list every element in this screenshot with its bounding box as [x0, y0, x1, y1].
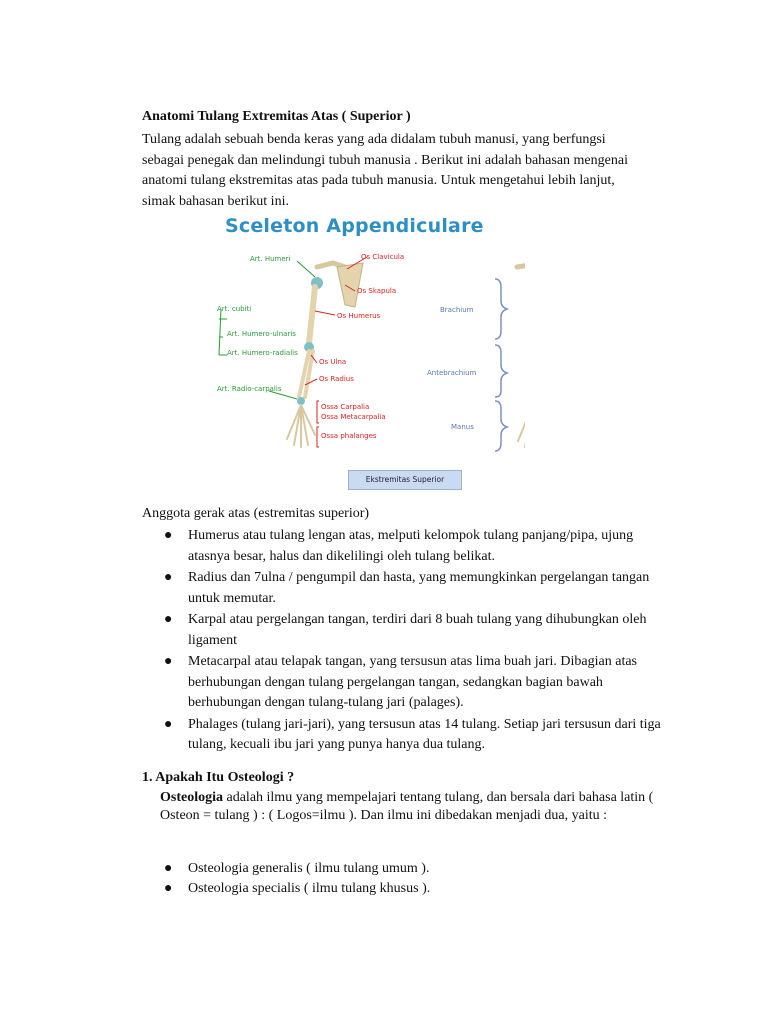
section-heading: 1. Apakah Itu Osteologi ? [142, 770, 295, 785]
list-item [142, 568, 672, 609]
list-item [142, 652, 672, 714]
list-item [142, 610, 672, 651]
label-antebrachium: Antebrachium [427, 369, 477, 377]
list-item-text: Osteologia generalis ( ilmu tulang umum ). [188, 861, 430, 876]
bullet-icon: ● [164, 654, 173, 669]
figure-title: Sceleton Appendiculare [225, 215, 484, 237]
document-title: Anatomi Tulang Extremitas Atas ( Superior ) [142, 109, 411, 124]
label-manus: Manus [451, 423, 474, 431]
list-item-text: Phalages (tulang jari-jari), yang tersusun atas 14 tulang. Setiap jari tersusun dari tiga tulang, kecuali ibu jari yang punya hanya dua tulang. [188, 716, 661, 752]
label-ossa-phalanges: Ossa phalanges [321, 432, 377, 440]
label-art-humeri: Art. Humeri [250, 255, 291, 263]
label-os-ulna: Os Ulna [319, 358, 347, 366]
right-arm-bones [517, 263, 525, 449]
bullet-icon: ● [164, 570, 173, 585]
list-item [142, 879, 662, 899]
bullet-icon: ● [164, 861, 173, 876]
skeleton-figure [205, 215, 525, 493]
label-brachium: Brachium [440, 306, 474, 314]
bullet-icon: ● [164, 612, 173, 627]
section-definition: adalah ilmu yang mempelajari tentang tulang, dan bersala dari bahasa latin ( Osteon = tulang ) : ( Logos=ilmu ). Dan ilmu ini dibedakan menjadi dua, yaitu : [160, 790, 654, 823]
osteology-types-list [142, 859, 662, 899]
list-item [142, 859, 662, 879]
list-item-text: Radius dan 7ulna / pengumpil dan hasta, yang memungkinkan pergelangan tangan untuk memutar. [188, 570, 650, 606]
label-art-humero-radialis: Art. Humero-radialis [227, 349, 298, 357]
section-paragraph [160, 789, 660, 825]
label-os-skapula: Os Skapula [357, 287, 397, 295]
list-item [142, 526, 672, 567]
label-art-humero-ulnaris: Art. Humero-ulnaris [227, 330, 296, 338]
label-os-humerus: Os Humerus [337, 312, 381, 320]
label-ossa-carpalia: Ossa Carpalia [321, 403, 370, 411]
list-item-text: Humerus atau tulang lengan atas, melputi kelompok tulang panjang/pipa, ujung atasnya besar, halus dan dikelilingi oleh tulang belikat. [188, 528, 634, 564]
bullet-icon: ● [164, 881, 173, 896]
limbs-list [142, 526, 672, 757]
label-art-cubiti: Art. cubiti [217, 305, 252, 313]
limbs-intro: Anggota gerak atas (estremitas superior) [142, 506, 370, 521]
label-art-radio-carpalis: Art. Radio-carpalis [217, 385, 282, 393]
label-os-radius: Os Radius [319, 375, 354, 383]
intro-paragraph: Tulang adalah sebuah benda keras yang ada didalam tubuh manusi, yang berfungsi sebagai penegak dan melindungi tubuh manusia . Berikut ini adalah bahasan mengenai anatomi tulang ekstremitas atas pada tubuh manusia. Untuk mengetahui lebih lanjut, simak bahasan berikut ini. [142, 132, 628, 209]
list-item [142, 715, 672, 756]
list-item-text: Metacarpal atau telapak tangan, yang tersusun atas lima buah jari. Dibagian atas berhubungan dengan tulang pergelangan tangan, sedangkan bagian bawah berhubungan dengan tulang-tulang jari (palages). [188, 654, 637, 710]
label-ossa-metacarpalia: Ossa Metacarpalia [321, 413, 386, 421]
bullet-icon: ● [164, 716, 173, 732]
list-item-text: Karpal atau pergelangan tangan, terdiri dari 8 buah tulang yang dihubungkan oleh ligament [188, 612, 647, 648]
label-os-clavicula: Os Clavicula [361, 253, 405, 261]
section-term: Osteologia [160, 790, 223, 805]
list-item-text: Osteologia specialis ( ilmu tulang khusus ). [188, 881, 431, 896]
figure-caption: Ekstremitas Superior [348, 470, 462, 490]
bullet-icon: ● [164, 528, 173, 543]
